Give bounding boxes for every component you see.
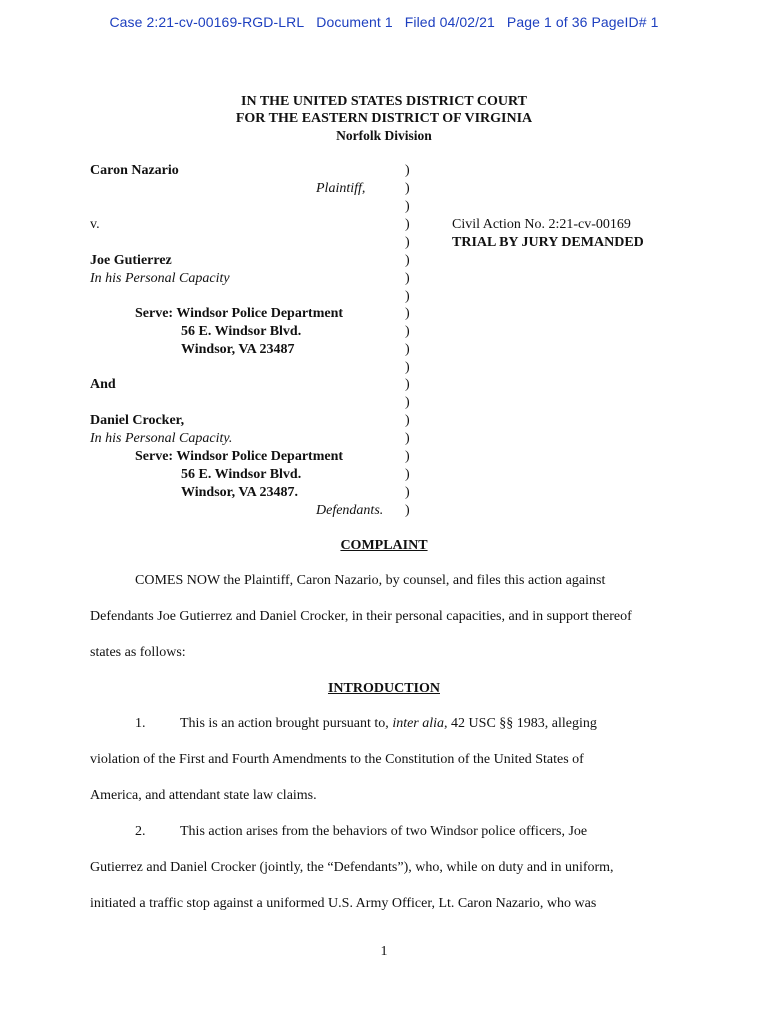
- paren: ): [405, 377, 410, 392]
- paren: ): [405, 235, 410, 250]
- case-number: Case 2:21-cv-00169-RGD-LRL: [109, 14, 305, 30]
- paragraph-1-line-2: violation of the First and Fourth Amendments to the Constitution of the United States of: [90, 752, 584, 767]
- paragraph-1-line-3: America, and attendant state law claims.: [90, 788, 317, 803]
- plaintiff-label: Plaintiff,: [316, 181, 366, 196]
- court-line-1: IN THE UNITED STATES DISTRICT COURT: [241, 94, 527, 109]
- paragraph-2-line-3: initiated a traffic stop against a uniformed U.S. Army Officer, Lt. Caron Nazario, who was: [90, 896, 597, 911]
- complaint-title: COMPLAINT: [340, 538, 428, 553]
- paren: ): [405, 163, 410, 178]
- paren: ): [405, 503, 410, 518]
- serve-1-line-2: 56 E. Windsor Blvd.: [181, 324, 302, 339]
- defendant-1-capacity: In his Personal Capacity: [90, 271, 230, 286]
- paren: ): [405, 181, 410, 196]
- paren: ): [405, 449, 410, 464]
- court-line-2: FOR THE EASTERN DISTRICT OF VIRGINIA: [235, 111, 533, 126]
- italic-term: inter alia: [392, 716, 445, 731]
- opening-line-2: Defendants Joe Gutierrez and Daniel Crocker, in their personal capacities, and in support thereof: [90, 609, 632, 624]
- paren: ): [405, 253, 410, 268]
- page-number: 1: [380, 944, 388, 959]
- defendant-2-capacity: In his Personal Capacity.: [90, 431, 233, 446]
- versus: v.: [90, 217, 100, 232]
- filed-date: Filed 04/02/21: [404, 14, 495, 30]
- paren: ): [405, 289, 410, 304]
- paren: ): [405, 360, 410, 375]
- defendants-label: Defendants.: [316, 503, 384, 518]
- serve-2-line-1: Serve: Windsor Police Department: [135, 449, 344, 464]
- ecf-header-stamp: [0, 14, 768, 30]
- paren: ): [405, 342, 410, 357]
- and-label: And: [90, 377, 116, 392]
- civil-action-number: Civil Action No. 2:21-cv-00169: [452, 217, 631, 232]
- paragraph-1-line-1: [180, 716, 597, 732]
- court-heading: [0, 93, 768, 144]
- court-division: Norfolk Division: [336, 128, 432, 143]
- opening-line-3: states as follows:: [90, 645, 186, 660]
- paren: ): [405, 413, 410, 428]
- document-number: Document 1: [316, 14, 393, 30]
- paren: ): [405, 271, 410, 286]
- introduction-title: INTRODUCTION: [327, 681, 440, 696]
- paren: ): [405, 217, 410, 232]
- serve-2-line-2: 56 E. Windsor Blvd.: [181, 467, 302, 482]
- paragraph-number: 2.: [135, 824, 146, 839]
- paren: ): [405, 395, 410, 410]
- plaintiff-name: Caron Nazario: [90, 163, 179, 178]
- defendant-1-name: Joe Gutierrez: [90, 253, 172, 268]
- serve-1-line-3: Windsor, VA 23487: [181, 342, 295, 357]
- page-id: Page 1 of 36 PageID# 1: [506, 14, 659, 30]
- paren: ): [405, 485, 410, 500]
- paren: ): [405, 467, 410, 482]
- paragraph-number: 1.: [135, 716, 146, 731]
- serve-1-line-1: Serve: Windsor Police Department: [135, 306, 344, 321]
- jury-demand: TRIAL BY JURY DEMANDED: [452, 235, 644, 250]
- paren: ): [405, 306, 410, 321]
- serve-2-line-3: Windsor, VA 23487.: [181, 485, 298, 500]
- paragraph-2-line-2: Gutierrez and Daniel Crocker (jointly, the “Defendants”), who, while on duty and in uniform,: [90, 860, 614, 875]
- paren: ): [405, 199, 410, 214]
- paren: ): [405, 324, 410, 339]
- text-run: This is an action brought pursuant to,: [180, 716, 393, 731]
- opening-line-1: COMES NOW the Plaintiff, Caron Nazario, by counsel, and files this action against: [135, 573, 606, 588]
- paragraph-2-line-1: This action arises from the behaviors of two Windsor police officers, Joe: [180, 824, 588, 839]
- text-run: , 42 USC §§ 1983, alleging: [444, 716, 597, 731]
- paren: ): [405, 431, 410, 446]
- defendant-2-name: Daniel Crocker,: [90, 413, 185, 428]
